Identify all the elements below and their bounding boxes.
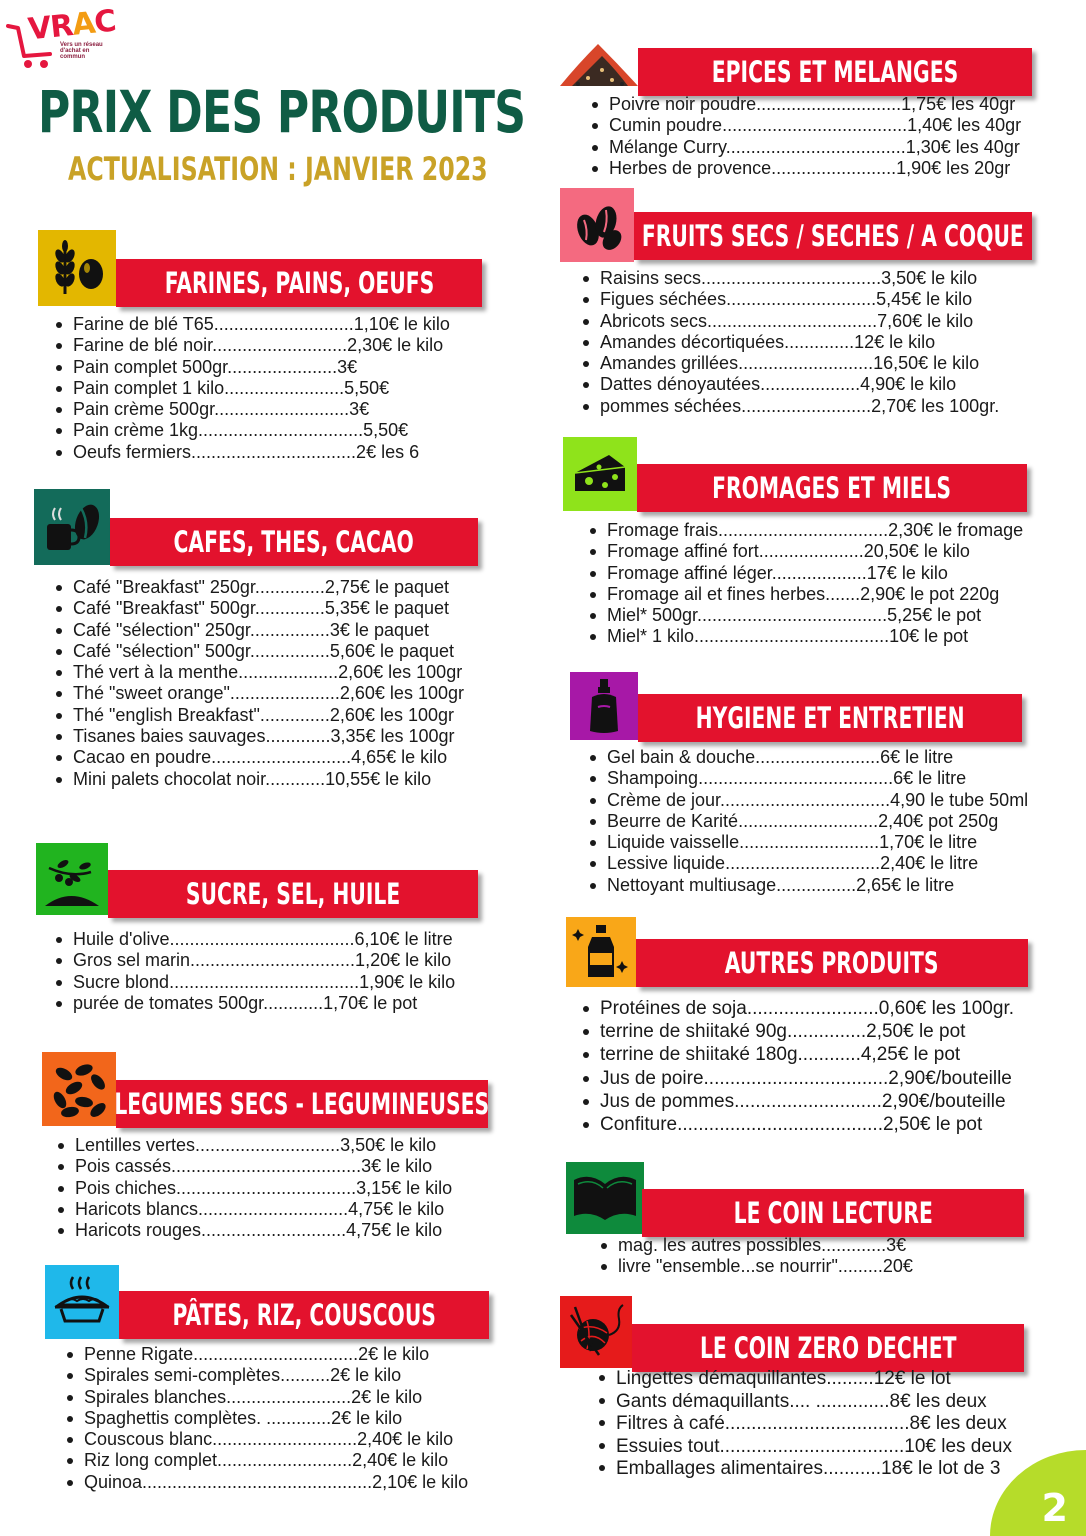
section-hygiene bbox=[570, 672, 1030, 752]
section-banner bbox=[636, 939, 1028, 987]
section-banner bbox=[119, 1291, 489, 1339]
list-item: Cumin poudre.....................................1,40€ les 40gr bbox=[589, 115, 1021, 136]
yarn-ball-icon bbox=[565, 1301, 627, 1363]
list-item: Pain complet 1 kilo........................5,50€ bbox=[53, 378, 450, 399]
list-item: Gros sel marin.................................1,20€ le kilo bbox=[53, 950, 455, 971]
list-item: Emballages alimentaires...........18€ le lot de 3 bbox=[596, 1458, 1012, 1481]
list-item: Haricots blancs..............................4,75€ le kilo bbox=[55, 1199, 452, 1220]
list-item: Sucre blond......................................1,90€ le kilo bbox=[53, 972, 455, 993]
list-item: Jus de poire...................................2,90€/bouteille bbox=[580, 1067, 1014, 1090]
list-item: Tisanes baies sauvages.............3,35€ les 100gr bbox=[53, 726, 464, 747]
list-item: Miel* 1 kilo.......................................10€ le pot bbox=[587, 626, 1023, 647]
list-item: Poivre noir poudre.............................1,75€ les 40gr bbox=[589, 94, 1021, 115]
list-item: Fromage ail et fines herbes.......2,90€ le pot 220g bbox=[587, 584, 1023, 605]
list-item: Essuies tout...................................10€ les deux bbox=[596, 1436, 1012, 1459]
list-item: purée de tomates 500gr............1,70€ le pot bbox=[53, 993, 455, 1014]
vrac-logo bbox=[6, 3, 118, 70]
section-banner bbox=[634, 212, 1032, 260]
item-list-cafes bbox=[53, 577, 464, 790]
section-icon-box bbox=[570, 672, 638, 740]
section-legumes bbox=[42, 1052, 492, 1132]
section-icon-box bbox=[45, 1265, 119, 1339]
list-item: Confiture.......................................2,50€ le pot bbox=[580, 1113, 1014, 1136]
section-icon-box bbox=[566, 917, 636, 987]
item-list-hygiene bbox=[587, 747, 1028, 896]
list-item: Couscous blanc.............................2,40€ le kilo bbox=[64, 1429, 468, 1450]
section-banner bbox=[110, 518, 478, 566]
list-item: Protéines de soja.........................0,60€ les 100gr. bbox=[580, 997, 1014, 1020]
list-item: Cacao en poudre............................4,65€ le kilo bbox=[53, 747, 464, 768]
item-list-lecture bbox=[598, 1235, 913, 1278]
section-banner bbox=[638, 694, 1022, 742]
list-item: Spaghettis complètes. .............2€ le kilo bbox=[64, 1408, 468, 1429]
spice-pile-icon bbox=[558, 34, 640, 94]
section-banner bbox=[108, 870, 478, 918]
list-item: terrine de shiitaké 90g...............2,50€ le pot bbox=[580, 1020, 1014, 1043]
section-title: AUTRES PRODUITS bbox=[725, 946, 939, 980]
section-banner bbox=[638, 48, 1032, 96]
section-zero-dechet bbox=[560, 1296, 1030, 1376]
page-title: PRIX DES PRODUITS bbox=[38, 78, 526, 146]
section-title: LE COIN ZERO DECHET bbox=[699, 1331, 957, 1365]
section-icon-box bbox=[560, 188, 634, 262]
section-title: HYGIENE ET ENTRETIEN bbox=[695, 701, 965, 735]
section-banner bbox=[116, 259, 482, 307]
section-autres bbox=[566, 917, 1031, 997]
section-icon-box bbox=[560, 1296, 632, 1368]
section-epices bbox=[558, 28, 1038, 98]
section-sucre bbox=[36, 843, 486, 923]
list-item: mag. les autres possibles.............3€ bbox=[598, 1235, 913, 1256]
list-item: Dattes dénoyautées....................4,90€ le kilo bbox=[580, 374, 999, 395]
list-item: Pois chiches....................................3,15€ le kilo bbox=[55, 1178, 452, 1199]
section-title: LE COIN LECTURE bbox=[733, 1196, 933, 1230]
section-fromages bbox=[563, 437, 1033, 517]
logo-tagline: Vers un réseau d'achat en commun bbox=[60, 42, 103, 60]
page-subtitle: ACTUALISATION : JANVIER 2023 bbox=[68, 150, 488, 188]
item-list-legumes bbox=[55, 1135, 452, 1241]
list-item: Spirales semi-complètes..........2€ le kilo bbox=[64, 1365, 468, 1386]
list-item: Lentilles vertes.............................3,50€ le kilo bbox=[55, 1135, 452, 1156]
list-item: Mélange Curry....................................1,30€ les 40gr bbox=[589, 137, 1021, 158]
page-number: 2 bbox=[1041, 1486, 1068, 1530]
list-item: Liquide vaisselle............................1,70€ le litre bbox=[587, 832, 1028, 853]
list-item: Fromage frais..................................2,30€ le fromage bbox=[587, 520, 1023, 541]
list-item: Farine de blé noir...........................2,30€ le kilo bbox=[53, 335, 450, 356]
section-icon-box bbox=[566, 1162, 644, 1234]
list-item: Café "sélection" 500gr................5,60€ le paquet bbox=[53, 641, 464, 662]
section-icon-box bbox=[558, 28, 640, 100]
item-list-epices bbox=[589, 94, 1021, 179]
list-item: Filtres à café...................................8€ les deux bbox=[596, 1413, 1012, 1436]
section-pates bbox=[45, 1265, 495, 1345]
section-icon-box bbox=[38, 230, 116, 306]
list-item: Café "Breakfast" 250gr..............2,75€ le paquet bbox=[53, 577, 464, 598]
section-title: FROMAGES ET MIELS bbox=[712, 471, 952, 505]
section-banner bbox=[642, 1189, 1024, 1237]
item-list-pates bbox=[64, 1344, 468, 1493]
list-item: Abricots secs..................................7,60€ le kilo bbox=[580, 311, 999, 332]
section-banner bbox=[637, 464, 1027, 512]
list-item: Lingettes démaquillantes.........12€ le lot bbox=[596, 1368, 1012, 1391]
section-icon-box bbox=[563, 437, 637, 511]
list-item: Gel bain & douche.........................6€ le litre bbox=[587, 747, 1028, 768]
list-item: Pain crème 1kg.................................5,50€ bbox=[53, 420, 450, 441]
list-item: Café "Breakfast" 500gr..............5,35€ le paquet bbox=[53, 598, 464, 619]
list-item: Jus de pommes............................2,90€/bouteille bbox=[580, 1090, 1014, 1113]
section-title: CAFES, THES, CACAO bbox=[173, 525, 415, 559]
beans-icon bbox=[48, 1058, 110, 1120]
list-item: livre "ensemble...se nourrir".........20€ bbox=[598, 1256, 913, 1277]
section-fruits-secs bbox=[560, 188, 1040, 268]
list-item: Café "sélection" 250gr................3€ le paquet bbox=[53, 620, 464, 641]
list-item: terrine de shiitaké 180g............4,25€ le pot bbox=[580, 1043, 1014, 1066]
list-item: Herbes de provence.........................1,90€ les 20gr bbox=[589, 158, 1021, 179]
wheat-egg-icon bbox=[47, 238, 107, 298]
list-item: Amandes décortiquées..............12€ le kilo bbox=[580, 332, 999, 353]
item-list-zero-dechet bbox=[596, 1368, 1012, 1481]
section-title: FARINES, PAINS, OEUFS bbox=[164, 266, 434, 300]
open-book-icon bbox=[570, 1170, 640, 1226]
soap-bottle-icon bbox=[576, 675, 632, 737]
section-banner bbox=[632, 1324, 1024, 1372]
item-list-fruits-secs bbox=[580, 268, 999, 417]
list-item: Quinoa..............................................2,10€ le kilo bbox=[64, 1472, 468, 1493]
list-item: Pois cassés......................................3€ le kilo bbox=[55, 1156, 452, 1177]
item-list-autres bbox=[580, 997, 1014, 1136]
list-item: Pain crème 500gr...........................3€ bbox=[53, 399, 450, 420]
section-icon-box bbox=[36, 843, 108, 915]
list-item: Lessive liquide...............................2,40€ le litre bbox=[587, 853, 1028, 874]
list-item: Huile d'olive.....................................6,10€ le litre bbox=[53, 929, 455, 950]
list-item: Shampoing.......................................6€ le litre bbox=[587, 768, 1028, 789]
list-item: Figues séchées..............................5,45€ le kilo bbox=[580, 289, 999, 310]
list-item: Miel* 500gr......................................5,25€ le pot bbox=[587, 605, 1023, 626]
section-title: SUCRE, SEL, HUILE bbox=[185, 877, 401, 911]
list-item: Mini palets chocolat noir............10,55€ le kilo bbox=[53, 769, 464, 790]
list-item: Riz long complet...........................2,40€ le kilo bbox=[64, 1450, 468, 1471]
section-icon-box bbox=[42, 1052, 116, 1126]
section-lecture bbox=[566, 1162, 1031, 1242]
section-cafes bbox=[34, 489, 484, 569]
list-item: Thé "sweet orange"......................2,60€ les 100gr bbox=[53, 683, 464, 704]
list-item: Farine de blé T65............................1,10€ le kilo bbox=[53, 314, 450, 335]
section-banner bbox=[116, 1080, 488, 1128]
section-title: PÂTES, RIZ, COUSCOUS bbox=[172, 1298, 436, 1332]
list-item: Fromage affiné fort.....................20,50€ le kilo bbox=[587, 541, 1023, 562]
steaming-dish-icon bbox=[51, 1271, 113, 1333]
list-item: Penne Rigate.................................2€ le kilo bbox=[64, 1344, 468, 1365]
list-item: Thé vert à la menthe....................2,60€ les 100gr bbox=[53, 662, 464, 683]
section-icon-box bbox=[34, 489, 110, 565]
list-item: Amandes grillées...........................16,50€ le kilo bbox=[580, 353, 999, 374]
logo-wordmark: VRAC bbox=[26, 3, 118, 48]
section-title: LEGUMES SECS - LEGUMINEUSES bbox=[114, 1087, 490, 1121]
cheese-icon bbox=[569, 443, 631, 505]
item-list-sucre bbox=[53, 929, 455, 1014]
list-item: pommes séchées..........................2,70€ les 100gr. bbox=[580, 396, 999, 417]
list-item: Raisins secs....................................3,50€ le kilo bbox=[580, 268, 999, 289]
list-item: Gants démaquillants.... ..............8€ les deux bbox=[596, 1391, 1012, 1414]
section-farines bbox=[38, 230, 488, 310]
list-item: Crème de jour..................................4,90 le tube 50ml bbox=[587, 790, 1028, 811]
list-item: Pain complet 500gr......................3€ bbox=[53, 357, 450, 378]
section-title: FRUITS SECS / SECHES / A COQUE bbox=[642, 219, 1024, 253]
list-item: Thé "english Breakfast"..............2,60€ les 100gr bbox=[53, 705, 464, 726]
item-list-farines bbox=[53, 314, 450, 463]
coffee-cup-bean-icon bbox=[41, 496, 103, 558]
almonds-icon bbox=[566, 194, 628, 256]
list-item: Fromage affiné léger...................17€ le kilo bbox=[587, 563, 1023, 584]
list-item: Nettoyant multiusage................2,65€ le litre bbox=[587, 875, 1028, 896]
section-title: EPICES ET MELANGES bbox=[711, 55, 959, 89]
olive-branch-icon bbox=[41, 848, 103, 910]
list-item: Spirales blanches.........................2€ le kilo bbox=[64, 1387, 468, 1408]
list-item: Oeufs fermiers.................................2€ les 6 bbox=[53, 442, 450, 463]
bottle-sparkle-icon bbox=[572, 921, 630, 983]
item-list-fromages bbox=[587, 520, 1023, 648]
list-item: Beurre de Karité............................2,40€ pot 250g bbox=[587, 811, 1028, 832]
list-item: Haricots rouges.............................4,75€ le kilo bbox=[55, 1220, 452, 1241]
